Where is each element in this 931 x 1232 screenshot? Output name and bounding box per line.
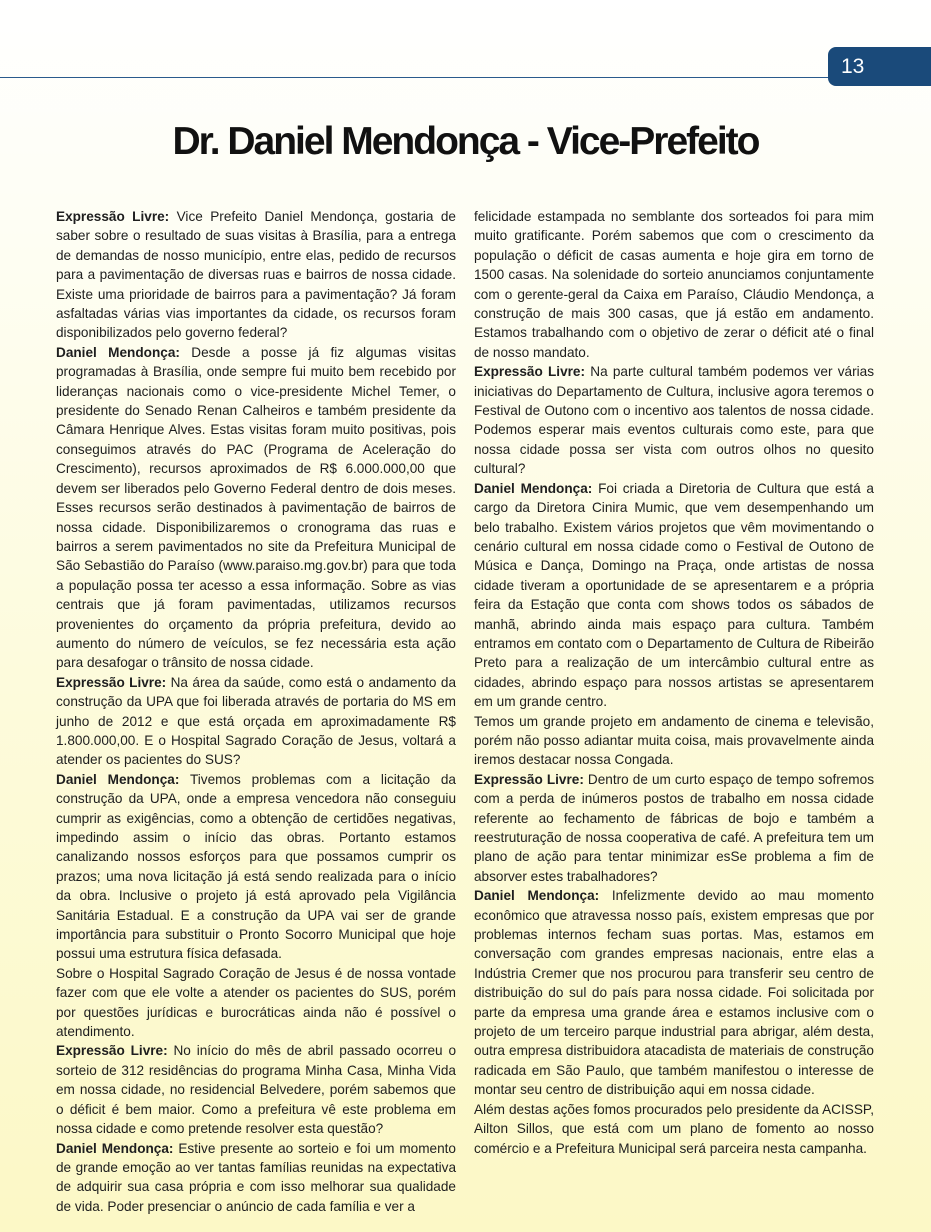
speaker-label: Daniel Mendonça:: [474, 888, 600, 904]
page-number: 13: [828, 47, 931, 86]
speaker-label: Daniel Mendonça:: [56, 1140, 174, 1156]
paragraph: [56, 770, 456, 964]
speaker-label: Expressão Livre:: [474, 364, 586, 380]
speaker-label: Expressão Livre:: [56, 674, 167, 690]
paragraph-text: Vice Prefeito Daniel Mendonça, gostaria de saber sobre o resultado de suas visitas à Brasília, para a entrega de demandas de nosso município, entre elas, pedido de recursos para a pavimentação de diversas ruas e bairros de nossa cidade. Existe uma prioridade de bairros para a pavimentação? Já foram asfaltadas várias vias importantes da cidade, os recursos foram disponibilizados pelo governo federal?: [56, 209, 456, 341]
speaker-label: Expressão Livre:: [474, 771, 584, 787]
header-rule: [0, 77, 838, 78]
paragraph: [56, 964, 456, 1042]
paragraph: [56, 1041, 456, 1138]
paragraph: [474, 712, 874, 770]
paragraph-text: Desde a posse já fiz algumas visitas programadas à Brasília, onde sempre fui muito bem recebido por lideranças nacionais como o vice-presidente Michel Temer, o presidente do Senado Renan Calheiros e também presidente da Câmara Henrique Alves. Estas visitas foram muito positivas, pois conseguimos através do PAC (Programa de Aceleração do Crescimento), recursos aproximados de R$ 6.000.000,00 que devem ser liberados pelo Governo Federal dentro de dois meses. Esses recursos serão destinados à pavimentação de bairros de nossa cidade. Disponibilizaremos o cronograma das ruas e bairros a serem pavimentados no site da Prefeitura Municipal de São Sebastião do Paraíso (www.paraiso.mg.gov.br) para que toda a população possa ter acesso a essa informação. Sobre as vias centrais que já foram pavimentadas, utilizamos recursos provenientes do orçamento da própria prefeitura, devido ao aumento do número de veículos, se fez necessária esta ação para desafogar o trânsito de nossa cidade.: [56, 344, 456, 671]
page-title: Dr. Daniel Mendonça - Vice-Prefeito: [172, 120, 759, 163]
speaker-label: Daniel Mendonça:: [474, 480, 593, 496]
right-column: [474, 207, 874, 1158]
paragraph: [474, 770, 874, 886]
paragraph-text: Tivemos problemas com a licitação da construção da UPA, onde a empresa vencedora não conseguiu cumprir as exigências, como a obtenção de certidões negativas, impedindo assim o início das obras. Portanto estamos canalizando nossos esforços para que possamos cumprir os prazos; uma nova licitação já está sendo realizada para o início da obra. Inclusive o projeto já está aprovado pela Vigilância Sanitária Estadual. E a construção da UPA vai ser de grande importância para substituir o Pronto Socorro Municipal que hoje possui uma estrutura física defasada.: [56, 771, 456, 962]
paragraph-text: Além destas ações fomos procurados pelo presidente da ACISSP, Ailton Sillos, que está com um plano de fomento ao nosso comércio e a Prefeitura Municipal será parceira nesta campanha.: [474, 1101, 874, 1156]
paragraph: [474, 479, 874, 712]
paragraph: [474, 886, 874, 1099]
speaker-label: Daniel Mendonça:: [56, 344, 180, 360]
paragraph: [474, 362, 874, 478]
paragraph: [56, 343, 456, 673]
paragraph-text: Estive presente ao sorteio e foi um momento de grande emoção ao ver tantas famílias reunidas na expectativa de adquirir sua casa própria e com isso melhorar sua qualidade de vida. Poder presenciar o anúncio de cada família e ver a: [56, 1140, 456, 1214]
speaker-label: Daniel Mendonça:: [56, 771, 180, 787]
speaker-label: Expressão Livre:: [56, 209, 170, 224]
paragraph: [474, 1100, 874, 1158]
paragraph-text: felicidade estampada no semblante dos sorteados foi para mim muito gratificante. Porém sabemos que com o crescimento da população o déficit de casas aumenta e hoje gira em torno de 1500 casas. Na solenidade do sorteio anunciamos conjuntamente com o gerente-geral da Caixa em Paraíso, Cláudio Mendonça, a construção de mais 300 casas, que já estão em andamento. Estamos trabalhando com o objetivo de zerar o déficit até o final de nosso mandato.: [474, 209, 874, 360]
paragraph: [56, 207, 456, 343]
paragraph-text: Dentro de um curto espaço de tempo sofremos com a perda de inúmeros postos de trabalho em nossa cidade referente ao fechamento de fábricas de bojo e também a reestruturação de nossa cooperativa de café. A prefeitura tem um plano de ação para tentar minimizar esSe problema a fim de absorver estes trabalhadores?: [474, 771, 874, 884]
paragraph-text: Infelizmente devido ao mau momento econômico que atravessa nosso país, existem empresas que por problemas internos fecham suas portas. Mas, estamos em conversação com grandes empresas nacionais, entre elas a Indústria Cremer que nos procurou para transferir seu centro de distribuição do sul do país para nossa cidade. Foi solicitada por parte da empresa uma grande área e estamos inclusive com o projeto de um terceiro parque industrial para abrigar, além desta, outra empresa distribuidora atacadista de materiais de construção radicada em São Paulo, que também manifestou o interesse de montar seu centro de distribuição aqui em nossa cidade.: [474, 888, 874, 1098]
paragraph: [56, 1139, 456, 1217]
paragraph: [474, 207, 874, 362]
paragraph-text: Na parte cultural também podemos ver várias iniciativas do Departamento de Cultura, inclusive agora teremos o Festival de Outono com o incentivo aos talentos de nossa cidade. Podemos esperar mais eventos culturais como este, para que nossa cidade possa ser vista com outros olhos no quesito cultural?: [474, 364, 874, 477]
paragraph-text: Na área da saúde, como está o andamento da construção da UPA que foi liberada através de portaria do MS em junho de 2012 e que está orçada em aproximadamente R$ 1.800.000,00. E o Hospital Sagrado Coração de Jesus, voltará a atender os pacientes do SUS?: [56, 674, 457, 768]
left-column: [56, 207, 456, 1216]
paragraph-text: Sobre o Hospital Sagrado Coração de Jesus é de nossa vontade fazer com que ele volte a atender os pacientes do SUS, porém por questões jurídicas e burocráticas ainda não é possível o atendimento.: [56, 965, 456, 1040]
speaker-label: Expressão Livre:: [56, 1043, 168, 1059]
paragraph-text: No início do mês de abril passado ocorreu o sorteio de 312 residências do programa Minha Casa, Minha Vida em nossa cidade, no residencial Belvedere, porém sabemos que o déficit é bem maior. Como a prefeitura vê este problema em nossa cidade e como pretende resolver esta questão?: [56, 1043, 457, 1137]
paragraph-text: Temos um grande projeto em andamento de cinema e televisão, porém não posso adiantar muita coisa, mais provavelmente ainda iremos destacar nossa Congada.: [474, 713, 874, 768]
paragraph: [56, 673, 456, 770]
paragraph-text: Foi criada a Diretoria de Cultura que está a cargo da Diretora Cinira Mumic, que vem desempenhando um belo trabalho. Existem vários projetos que vêm movimentando o cenário cultural em nossa cidade como o Festival de Outono de Música e Dança, Domingo na Praça, onde artistas de nossa cidade tiveram a oportunidade de se apresentarem e a própria feira da Estação que conta com shows todos os sábados de manhã, abrindo ainda mais espaço para cultura. Também entramos em contato com o Departamento de Cultura de Ribeirão Preto para a realização de um intercâmbio cultural entre as cidades, abrindo espaço para nossos artistas se apresentarem em um grande centro.: [474, 480, 874, 710]
